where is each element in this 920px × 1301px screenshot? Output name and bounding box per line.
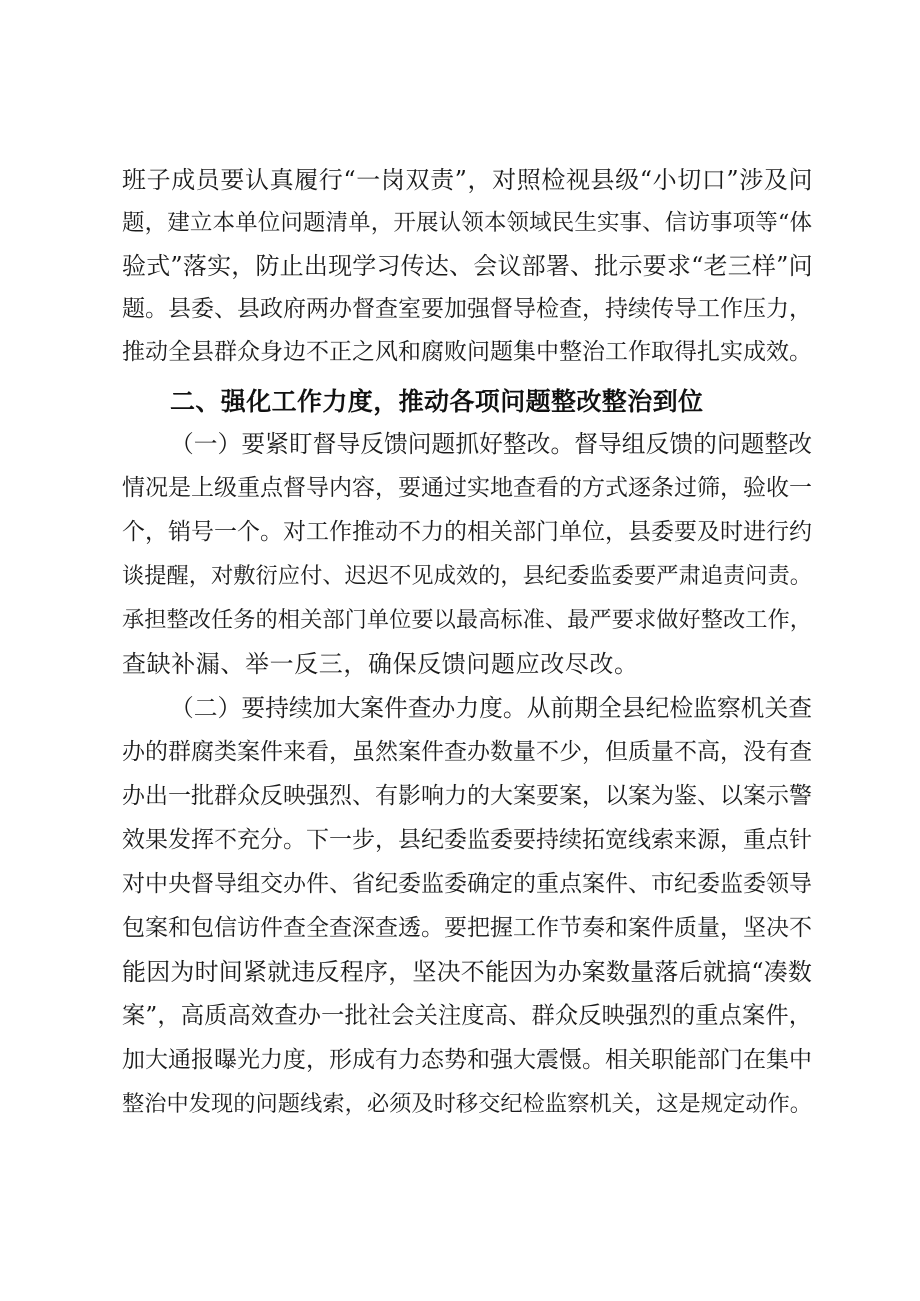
paragraph-line: 情况是上级重点督导内容，要通过实地查看的方式逐条过筛，验收一 [122,475,812,501]
paragraph-line: 加大通报曝光力度，形成有力态势和强大震慑。相关职能部门在集中 [122,1047,812,1073]
paragraph-line: 案”，高质高效查办一批社会关注度高、群众反映强烈的重点案件， [122,1002,812,1029]
paragraph-line: （二）要持续加大案件查办力度。从前期全县纪检监察机关查 [170,694,812,722]
paragraph-line: 题。县委、县政府两办督查室要加强督导检查，持续传导工作压力， [122,296,812,322]
paragraph-line: 办的群腐类案件来看，虽然案件查办数量不少，但质量不高，没有查 [122,739,812,765]
paragraph-line: 对中央督导组交办件、省纪委监委确定的重点案件、市纪委监委领导 [122,871,812,897]
paragraph-line: 效果发挥不充分。下一步，县纪委监委要持续拓宽线索来源，重点针 [122,827,812,853]
paragraph-line: 能因为时间紧就违反程序，坚决不能因为办案数量落后就搞“凑数 [122,958,813,986]
paragraph-line: 推动全县群众身边不正之风和腐败问题集中整治工作取得扎实成效。 [122,339,812,365]
paragraph-line: 查缺补漏、举一反三，确保反馈问题应改尽改。 [122,650,639,678]
section-heading: 二、强化工作力度，推动各项问题整改整治到位 [170,387,704,416]
paragraph-line: （一）要紧盯督导反馈问题抓好整改。督导组反馈的问题整改 [170,430,812,458]
paragraph-line: 谈提醒，对敷衍应付、迟迟不见成效的，县纪委监委要严肃追责问责。 [122,563,812,589]
paragraph-line: 个，销号一个。对工作推动不力的相关部门单位，县委要及时进行约 [122,519,812,545]
paragraph-line: 整治中发现的问题线索，必须及时移交纪检监察机关，这是规定动作。 [122,1091,812,1117]
paragraph-line: 班子成员要认真履行“一岗双责”，对照检视县级“小切口”涉及问 [122,166,814,194]
paragraph-line: 办出一批群众反映强烈、有影响力的大案要案，以案为鉴、以案示警 [122,783,812,809]
paragraph-line: 包案和包信访件查全查深查透。要把握工作节奏和案件质量，坚决不 [122,915,812,941]
paragraph-line: 验式”落实，防止出现学习传达、会议部署、批示要求“老三样”问 [122,252,813,280]
paragraph-line: 承担整改任务的相关部门单位要以最高标准、最严要求做好整改工作， [122,607,812,633]
paragraph-line: 题，建立本单位问题清单，开展认领本领域民生实事、信访事项等“体 [122,210,812,236]
